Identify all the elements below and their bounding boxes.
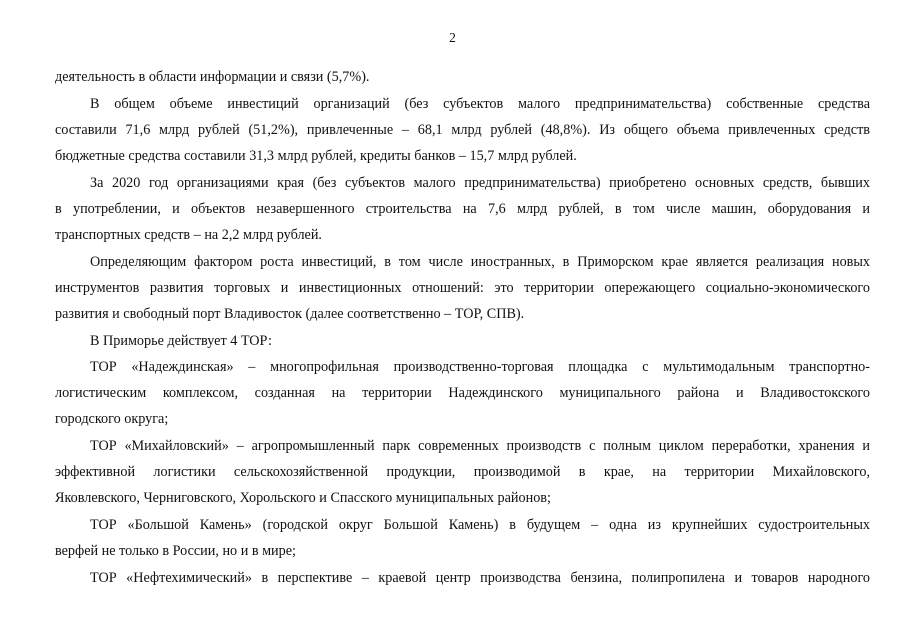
text-line: ТОР «Нефтехимический» в перспективе – краевой центр производства бензина, полипропилена и товаров народного [90, 570, 870, 586]
text-line: в употреблении, и объектов незавершенного строительства на 7,6 млрд рублей, в том числе машин, оборудования и [55, 201, 870, 217]
text-line: логистическим комплексом, созданная на территории Надеждинского муниципального района и Владивостокского [55, 385, 870, 401]
text-line: бюджетные средства составили 31,3 млрд рублей, кредиты банков – 15,7 млрд рублей. [55, 148, 577, 164]
text-line: За 2020 год организациями края (без субъектов малого предпринимательства) приобретено основных средств, бывших [90, 175, 870, 191]
text-line: городского округа; [55, 411, 169, 427]
text-line: составили 71,6 млрд рублей (51,2%), привлеченные – 68,1 млрд рублей (48,8%). Из общего объема привлеченных средств [55, 122, 870, 138]
text-line: Определяющим фактором роста инвестиций, в том числе иностранных, в Приморском крае является реализация новых [90, 254, 870, 270]
text-line: транспортных средств – на 2,2 млрд рублей. [55, 227, 322, 243]
text-line: ТОР «Михайловский» – агропромышленный парк современных производств с полным циклом переработки, хранения и [90, 438, 870, 454]
text-line: ТОР «Надеждинская» – многопрофильная производственно-торговая площадка с мультимодальным транспортно- [90, 359, 870, 375]
text-line: В общем объеме инвестиций организаций (без субъектов малого предпринимательства) собственные средства [90, 96, 870, 112]
text-line: инструментов развития торговых и инвестиционных отношений: это территории опережающего социально-экономического [55, 280, 870, 296]
text-line: деятельность в области информации и связи (5,7%). [55, 69, 370, 85]
text-line: В Приморье действует 4 ТОР: [90, 333, 272, 349]
text-line: эффективной логистики сельскохозяйственной продукции, производимой в крае, на территории Михайловского, [55, 464, 870, 480]
text-line: Яковлевского, Черниговского, Хорольского и Спасского муниципальных районов; [55, 490, 551, 506]
page-number: 2 [449, 30, 456, 45]
text-line: верфей не только в России, но и в мире; [55, 543, 296, 559]
text-line: ТОР «Большой Камень» (городской округ Большой Камень) в будущем – одна из крупнейших судостроительных [90, 517, 870, 533]
text-line: развития и свободный порт Владивосток (далее соответственно – ТОР, СПВ). [55, 306, 525, 322]
